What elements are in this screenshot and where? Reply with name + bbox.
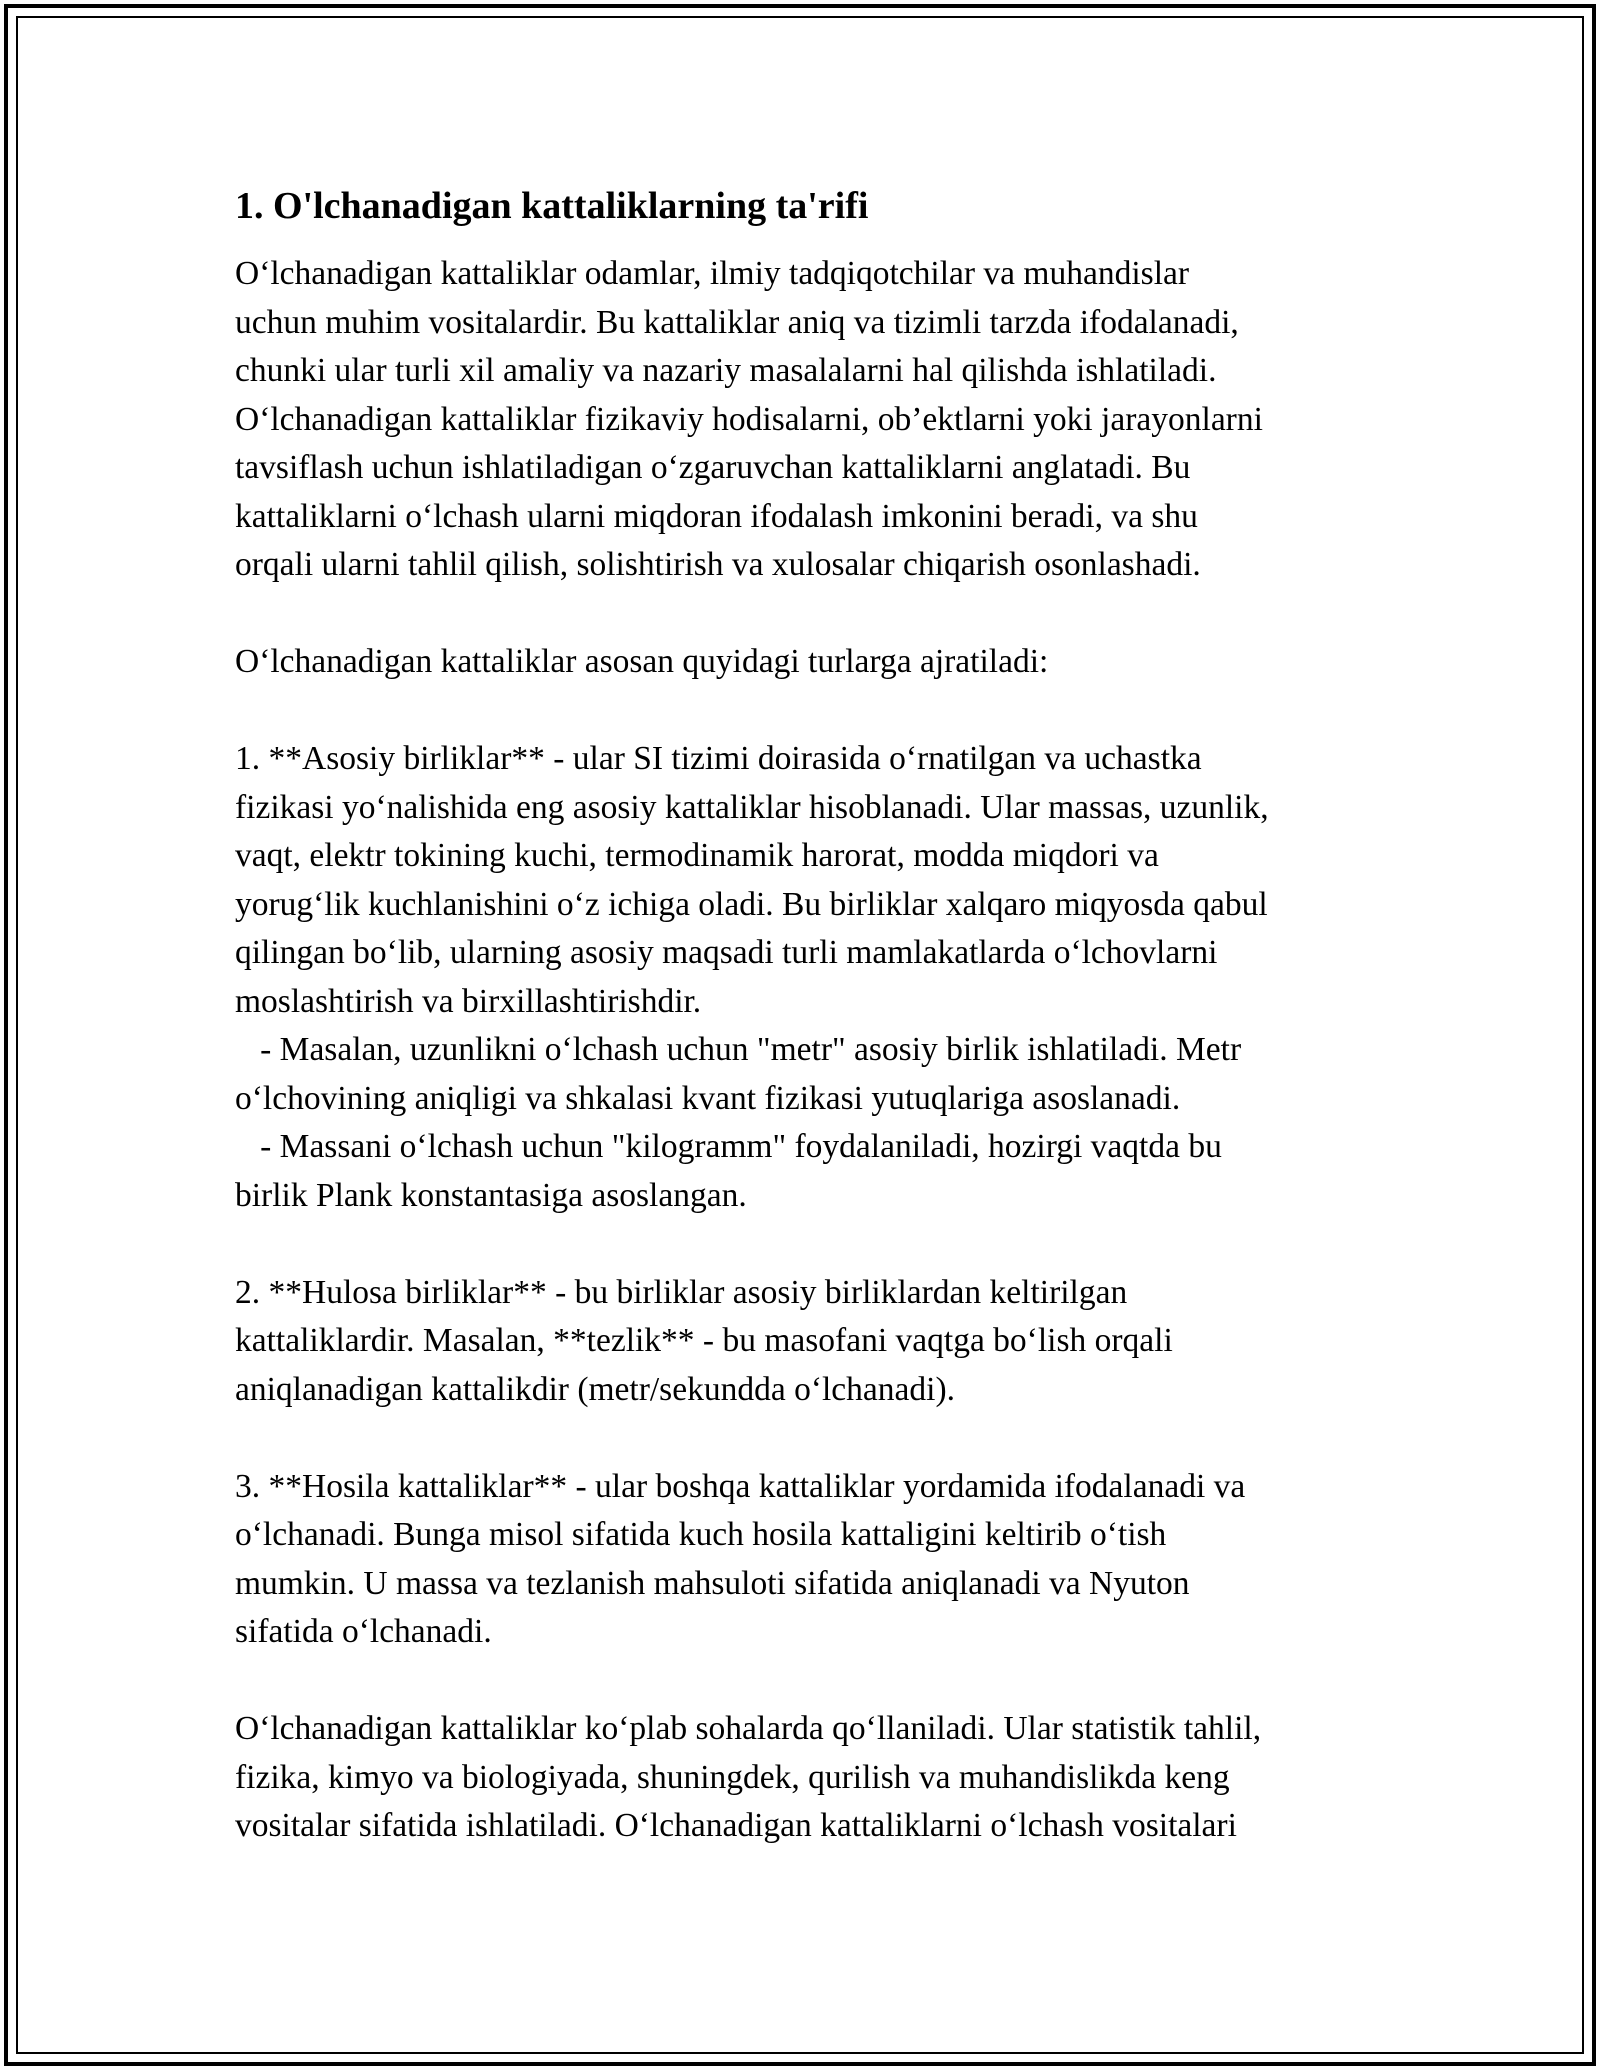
- text-block: [235, 250, 1375, 1851]
- text-line: sifatida o‘lchanadi.: [235, 1613, 492, 1650]
- text-line: chunki ular turli xil amaliy va nazariy masalalarni hal qilishda ishlatiladi.: [235, 352, 1217, 389]
- text-line: O‘lchanadigan kattaliklar fizikaviy hodisalarni, ob’ektlarni yoki jarayonlarni: [235, 400, 1263, 438]
- text-line: O‘lchanadigan kattaliklar ko‘plab sohalarda qo‘llaniladi. Ular statistik tahlil,: [235, 1710, 1262, 1747]
- text-line: uchun muhim vositalardir. Bu kattaliklar aniq va tizimli tarzda ifodalanadi,: [235, 303, 1239, 341]
- text-line: o‘lchanadi. Bunga misol sifatida kuch hosila kattaligini keltirib o‘tish: [235, 1516, 1167, 1553]
- text-line: o‘lchovining aniqligi va shkalasi kvant fizikasi yutuqlariga asoslanadi.: [235, 1079, 1181, 1117]
- text-line: vositalar sifatida ishlatiladi. O‘lchanadigan kattaliklarni o‘lchash vositalari: [235, 1807, 1237, 1844]
- text-line: fizikasi yo‘nalishida eng asosiy kattaliklar hisoblanadi. Ular massas, uzunlik,: [235, 788, 1269, 826]
- text-line: kattaliklardir. Masalan, **tezlik** - bu masofani vaqtga bo‘lish orqali: [235, 1322, 1173, 1359]
- text-line: O‘lchanadigan kattaliklar asosan quyidagi turlarga ajratiladi:: [235, 643, 1049, 680]
- text-line: - Massani o‘lchash uchun "kilogramm" foydalaniladi, hozirgi vaqtda bu: [235, 1128, 1222, 1165]
- text-line: kattaliklarni o‘lchash ularni miqdoran ifodalash imkonini beradi, va shu: [235, 497, 1198, 535]
- section-heading: 1. O'lchanadigan kattaliklarning ta'rifi: [235, 185, 869, 227]
- text-line: O‘lchanadigan kattaliklar odamlar, ilmiy tadqiqotchilar va muhandislar: [235, 255, 1190, 292]
- text-line: tavsiflash uchun ishlatiladigan o‘zgaruvchan kattaliklarni anglatadi. Bu: [235, 449, 1191, 486]
- text-line: 3. **Hosila kattaliklar** - ular boshqa kattaliklar yordamida ifodalanadi va: [235, 1467, 1246, 1505]
- text-line: mumkin. U massa va tezlanish mahsuloti sifatida aniqlanadi va Nyuton: [235, 1564, 1190, 1602]
- text-line: - Masalan, uzunlikni o‘lchash uchun "metr" asosiy birlik ishlatiladi. Metr: [235, 1031, 1242, 1068]
- blank-line: [235, 1220, 1375, 1269]
- blank-line: [235, 687, 1375, 736]
- text-line: orqali ularni tahlil qilish, solishtirish va xulosalar chiqarish osonlashadi.: [235, 546, 1201, 583]
- text-line: 1. **Asosiy birliklar** - ular SI tizimi doirasida o‘rnatilgan va uchastka: [235, 740, 1202, 777]
- text-line: 2. **Hulosa birliklar** - bu birliklar asosiy birliklardan keltirilgan: [235, 1273, 1128, 1311]
- blank-line: [235, 1414, 1375, 1463]
- blank-line: [235, 590, 1375, 639]
- text-line: qilingan bo‘lib, ularning asosiy maqsadi turli mamlakatlarda o‘lchovlarni: [235, 934, 1218, 971]
- text-line: vaqt, elektr tokining kuchi, termodinamik harorat, modda miqdori va: [235, 837, 1159, 874]
- text-line: moslashtirish va birxillashtirishdir.: [235, 982, 702, 1020]
- text-line: fizika, kimyo va biologiyada, shuningdek, qurilish va muhandislikda keng: [235, 1758, 1230, 1796]
- document-body: [235, 178, 1375, 1851]
- text-line: yorug‘lik kuchlanishini o‘z ichiga oladi. Bu birliklar xalqaro miqyosda qabul: [235, 885, 1268, 923]
- blank-line: [235, 1657, 1375, 1706]
- text-line: birlik Plank konstantasiga asoslangan.: [235, 1176, 747, 1214]
- text-line: aniqlanadigan kattalikdir (metr/sekundda o‘lchanadi).: [235, 1370, 955, 1408]
